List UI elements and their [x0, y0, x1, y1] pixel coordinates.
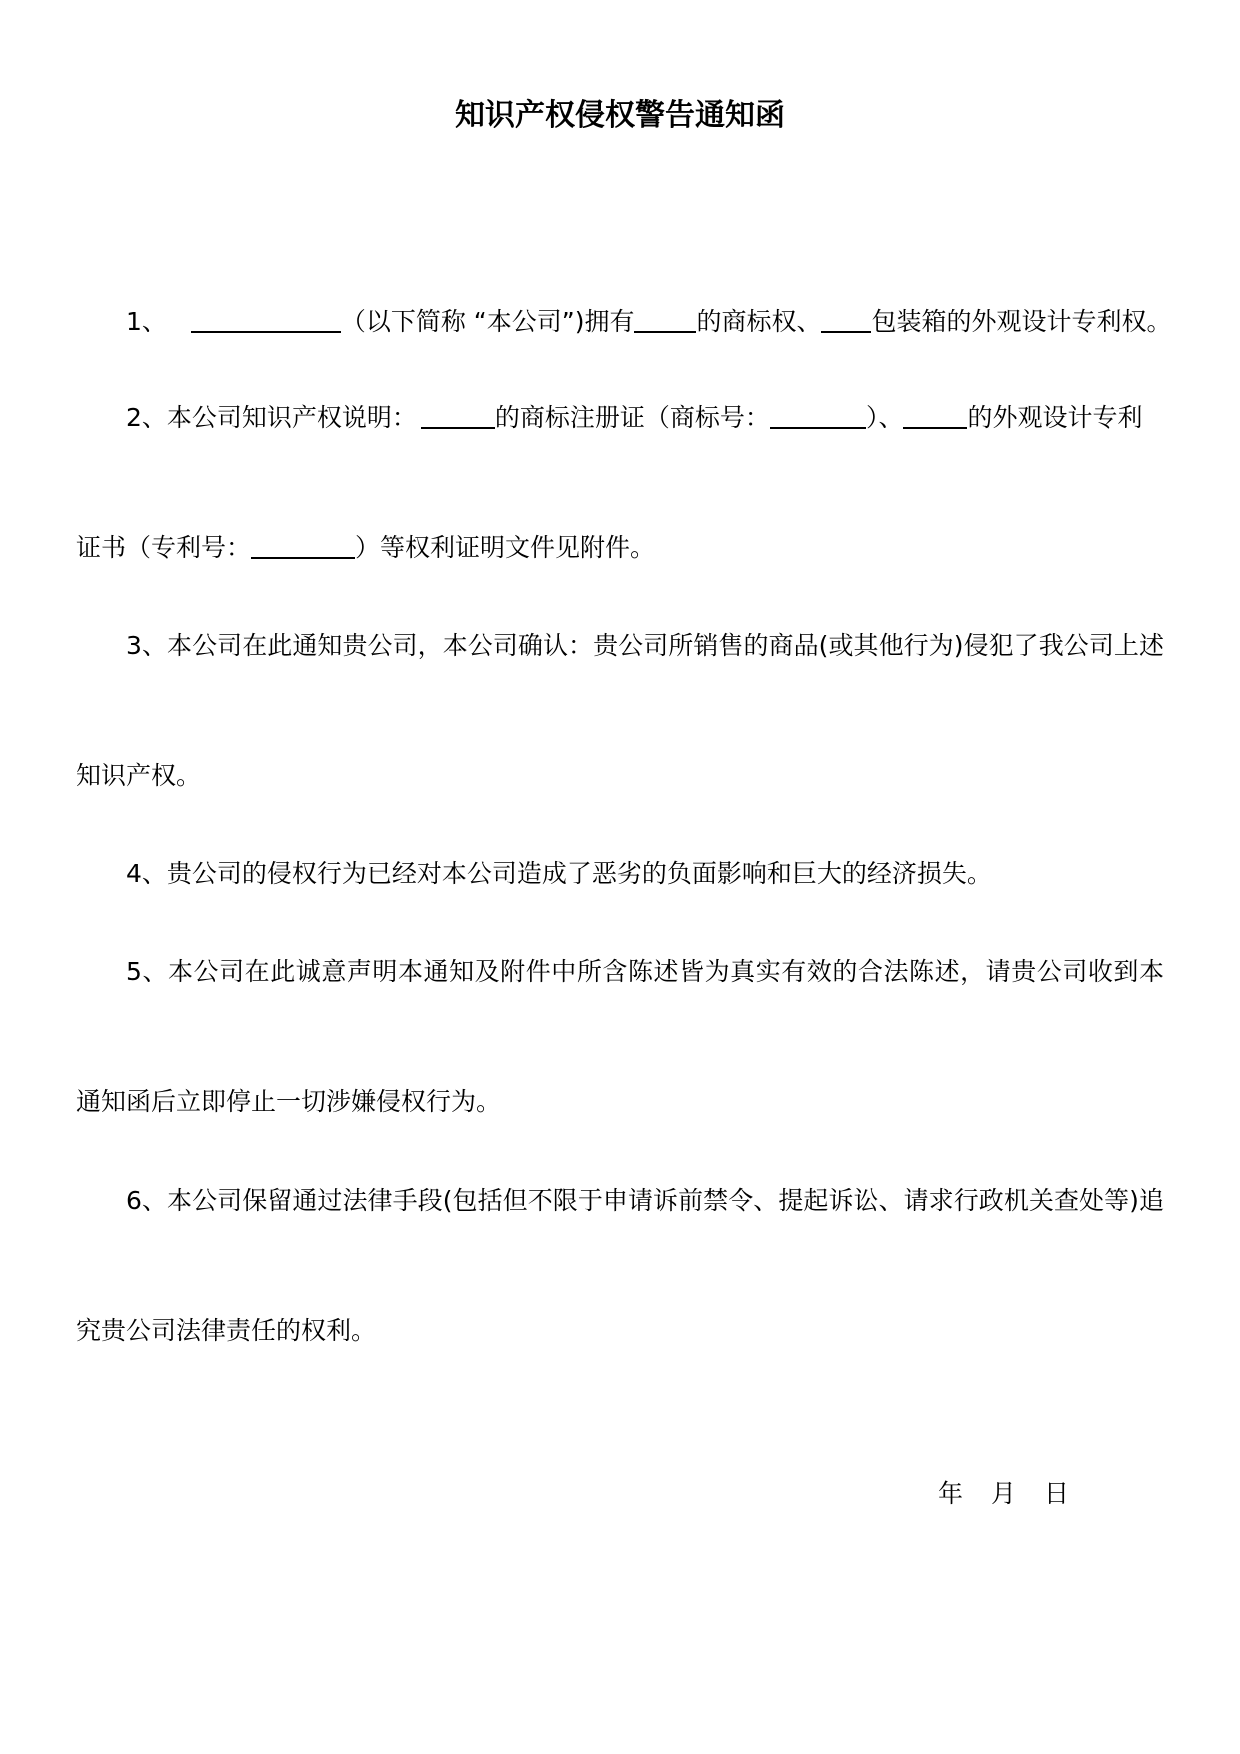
blank-trademark-number: [770, 401, 866, 429]
blank-trademark-owner: [634, 305, 696, 333]
blank-patent-number: [251, 531, 355, 559]
paragraph-3-line-1: 3、本公司在此通知贵公司，本公司确认：贵公司所销售的商品(或其他行为)侵犯了我公司上述: [126, 631, 1164, 660]
paragraph-2-text-a: 2、本公司知识产权说明：: [126, 403, 417, 432]
blank-packaging: [821, 305, 871, 333]
blank-trademark: [421, 401, 495, 429]
paragraph-2-text-e: 证书（专利号：: [76, 533, 252, 562]
date-line: [938, 1474, 1069, 1514]
paragraph-2-text-d: 的外观设计专利: [967, 403, 1143, 432]
paragraph-6-line-1: 6、本公司保留通过法律手段(包括但不限于申请诉前禁令、提起诉讼、请求行政机关查处等)追: [126, 1186, 1164, 1215]
paragraph-3-line-2: 知识产权。: [76, 761, 202, 790]
paragraph-1-text-a: （以下简称 “本公司”)拥有: [340, 307, 635, 336]
blank-design-patent: [903, 401, 967, 429]
paragraph-2-line-2: [76, 528, 1164, 568]
paragraph-1: [76, 302, 1172, 342]
paragraph-2-text-c: ）、: [865, 403, 904, 432]
paragraph-6-line-2: 究贵公司法律责任的权利。: [76, 1316, 377, 1345]
paragraph-2-text-f: ）等权利证明文件见附件。: [355, 533, 656, 562]
date-year: 年: [938, 1479, 964, 1508]
paragraph-5-line-2: 通知函后立即停止一切涉嫌侵权行为。: [76, 1087, 502, 1116]
blank-company-name: [191, 305, 341, 333]
paragraph-2-line-1: [76, 398, 1164, 438]
paragraph-1-text-b: 的商标权、: [696, 307, 822, 336]
paragraph-4: 4、贵公司的侵权行为已经对本公司造成了恶劣的负面影响和巨大的经济损失。: [126, 859, 992, 888]
document-title: 知识产权侵权警告通知函: [455, 98, 785, 133]
paragraph-2-text-b: 的商标注册证（商标号：: [494, 403, 770, 432]
date-month: 月: [991, 1479, 1017, 1508]
paragraph-1-number: 1、: [126, 307, 167, 336]
paragraph-5-line-1: 5、本公司在此诚意声明本通知及附件中所含陈述皆为真实有效的合法陈述，请贵公司收到本: [126, 957, 1164, 986]
paragraph-1-text-c: 包装箱的外观设计专利权。: [871, 307, 1172, 336]
date-day: 日: [1044, 1479, 1070, 1508]
